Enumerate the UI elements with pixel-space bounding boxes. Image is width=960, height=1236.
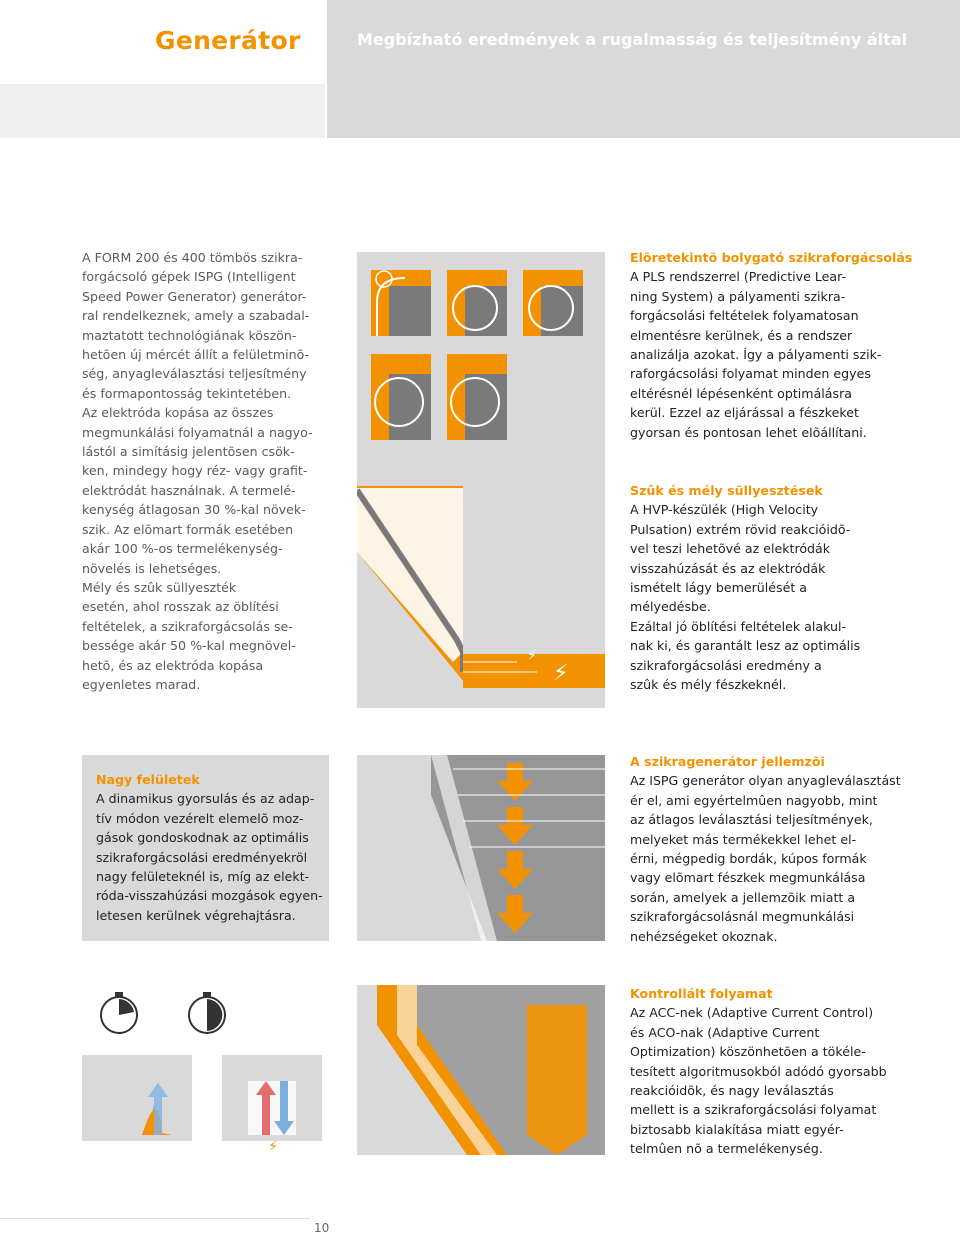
pls-section [630, 248, 950, 442]
page-title: Generátor [155, 26, 301, 55]
left-chart-bg [82, 1055, 192, 1141]
hvp-heading: Szûk és mély süllyesztések [630, 483, 823, 498]
generator-heading: A szikragenerátor jellemzõi [630, 754, 825, 769]
pls-illustration [357, 252, 605, 708]
acc-illustration [357, 985, 605, 1155]
pls-heading: Elõretekintõ bolygató szikraforgácsolás [630, 250, 913, 265]
acc-heading: Kontrollált folyamat [630, 986, 773, 1001]
svg-text:⚡: ⚡ [553, 661, 569, 686]
stopwatch-icon-left [101, 992, 137, 1033]
generator-illustration [357, 755, 605, 941]
large-surfaces-heading: Nagy felületek [96, 772, 200, 787]
page-number: 10 [314, 1221, 330, 1235]
stopwatch-icon-right [189, 992, 225, 1033]
footer-rule [0, 1218, 310, 1219]
large-surfaces-section [96, 770, 328, 925]
large-surfaces-body: A dinamikus gyorsulás és az adap- tív módon vezérelt elemelõ moz- gások gondoskodnak az optimális szikraforgácsolási eredményekröl nagy felületeknél is, míg az elekt- róda-visszahúzási mozgások egyen- letesen kerülnek végrehajtásra. [96, 791, 323, 923]
generator-section [630, 752, 950, 946]
intro-text: A FORM 200 és 400 tömbös szikra- forgácsoló gépek ISPG (Intelligent Speed Power Generator) generátor- ral rendelkeznek, amely a szabadal- maztatott technológiának köszön- hetõen új mércét állít a felületminõ- ség, anyagleválasztási teljesítmény és formapontosság tekintetében. Az elektróda kopása az összes megmunkálási folyamatnál a nagyo- lástól a simításig jelentõsen csök- ken, mindegy hogy réz- vagy grafit- elektródát használnak. A termelé- kenység átlagosan 30 %-kal növek- szik. Az elõmart formák esetében akár 100 %-os termelékenység- növelés is lehetséges. Mély és szûk süllyeszték esetén, ahol rosszak az öblítési feltételek, a szikraforgácsolás se- bessége akár 50 %-kal megnövel- hetõ, és az elektróda kopása egyenletes marad. [82, 250, 313, 692]
generator-body: Az ISPG generátor olyan anyagleválasztást ér el, ami egyértelmûen nagyobb, mint az átlagos leválasztási teljesítmények, melyeket más termékekkel lehet el- érni, mégpedig bordák, kúpos formák vagy elõmart fészkek megmunkálása során, amelyek a jellemzõik miatt a szikraforgácsolásnál megmunkálási nehézségeket okoznak. [630, 773, 901, 944]
page-subtitle: Megbízható eredmények a rugalmasság és teljesítmény által [357, 30, 908, 49]
stopwatch-illustration [82, 985, 327, 1155]
svg-text:⚡: ⚡ [527, 648, 537, 664]
acc-body: Az ACC-nek (Adaptive Current Control) és ACO-nak (Adaptive Current Optimization) köszönhetõen a tökéle- tesített algoritmusokból adódó gyorsabb reakcióidõk, és nagy leválasztás mellett is a szikraforgácsolási folyamat biztosabb kialakítása miatt egyér- telmûen nõ a termelékenység. [630, 1005, 887, 1157]
svg-text:⚡: ⚡ [268, 1139, 278, 1155]
header-right-panel [327, 0, 960, 138]
acc-section [630, 984, 950, 1159]
hvp-body: A HVP-készülék (High Velocity Pulsation) extrém rövid reakcióidõ- vel teszi lehetõvé az elektródák visszahúzását és az elektródák ismételt lágy bemerülését a mélyedésbe. Ezáltal jó öblítési feltételek alakul- nak ki, és garantált lesz az optimális szikraforgácsolási eredmény a szûk és mély fészkeknél. [630, 502, 861, 693]
pls-body: A PLS rendszerrel (Predictive Lear- ning System) a pályamenti szikra- forgácsolási feltételek folyamatosan elmentésre kerülnek, és a rendszer analizálja azokat. Így a pályamenti szik- raforgácsolási folyamat minden egyes eltérésnél lépésenként optimálásra kerül. Ezzel az eljárással a fészkeket gyorsan és pontosan lehet elõállítani. [630, 269, 882, 440]
hvp-section [630, 481, 950, 694]
